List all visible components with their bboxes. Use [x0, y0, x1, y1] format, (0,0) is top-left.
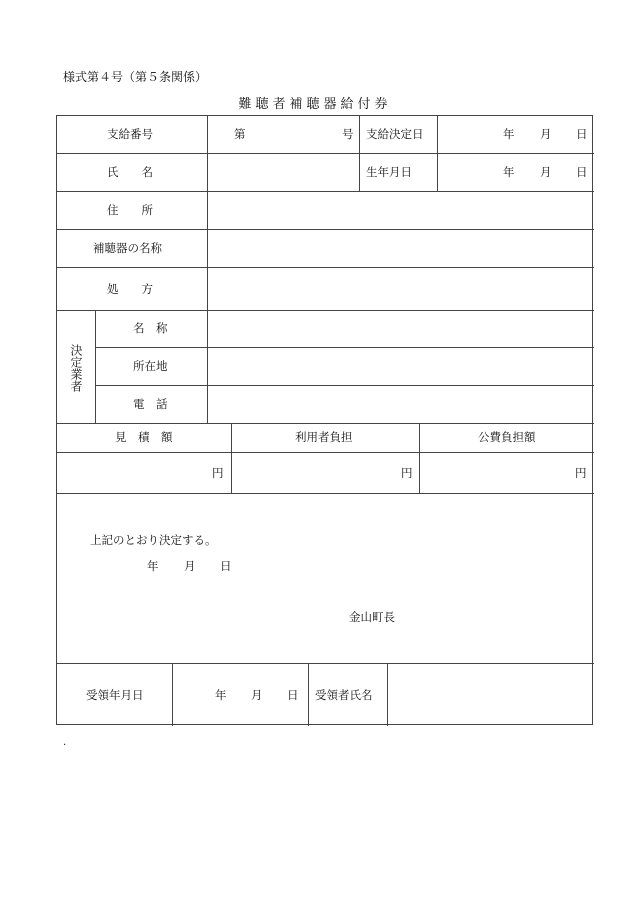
birth-date-day: 日: [576, 165, 588, 179]
prescription-label: 処 方: [107, 282, 153, 296]
row-divider: [57, 493, 594, 494]
receipt-day: 日: [287, 688, 299, 702]
vendor-name-label: 名 称: [133, 321, 168, 335]
public-burden-label: 公費負担額: [478, 430, 536, 444]
user-burden-yen: 円: [401, 466, 413, 480]
birth-date-label: 生年月日: [366, 165, 412, 179]
decision-date-day: 日: [576, 127, 588, 141]
decision-date-label: 支給決定日: [366, 127, 424, 141]
col-divider: [419, 423, 420, 493]
decision-statement: 上記のとおり決定する。: [90, 533, 217, 547]
supply-number-label: 支給番号: [107, 127, 153, 141]
col-divider: [172, 663, 173, 726]
decision-date-year: 年: [503, 127, 515, 141]
col-divider: [308, 663, 309, 726]
voucher-form: [56, 115, 593, 725]
vendor-group-label: 決定業者: [69, 344, 83, 392]
public-burden-yen: 円: [575, 466, 587, 480]
supply-number-dai: 第: [234, 127, 246, 141]
row-divider: [95, 347, 594, 348]
vendor-location-label: 所在地: [133, 359, 168, 373]
col-divider: [437, 116, 438, 191]
col-divider: [95, 310, 96, 423]
form-style-label: 様式第４号（第５条関係）: [63, 70, 208, 84]
estimate-label: 見 積 額: [115, 430, 173, 444]
vendor-phone-label: 電 話: [133, 397, 168, 411]
col-divider: [387, 663, 388, 726]
decision-year: 年: [147, 559, 159, 573]
col-divider: [207, 310, 208, 423]
name-label: 氏 名: [107, 165, 153, 179]
birth-date-month: 月: [540, 165, 552, 179]
device-name-label: 補聴器の名称: [93, 241, 162, 255]
row-divider: [57, 229, 594, 230]
supply-number-go: 号: [342, 127, 354, 141]
decision-month: 月: [184, 559, 196, 573]
receipt-year: 年: [215, 688, 227, 702]
row-divider: [57, 663, 594, 664]
col-divider: [231, 423, 232, 493]
decision-day: 日: [220, 559, 232, 573]
row-divider: [57, 452, 594, 453]
row-divider: [57, 423, 594, 424]
user-burden-label: 利用者負担: [295, 430, 353, 444]
row-divider: [57, 267, 594, 268]
row-divider: [95, 385, 594, 386]
row-divider: [57, 310, 594, 311]
decision-date-month: 月: [540, 127, 552, 141]
receipt-month: 月: [251, 688, 263, 702]
receipt-date-label: 受領年月日: [86, 688, 144, 702]
estimate-yen: 円: [212, 466, 224, 480]
row-divider: [57, 191, 594, 192]
form-title: 難聴者補聴器給付券: [238, 97, 392, 112]
col-divider: [359, 116, 360, 191]
address-label: 住 所: [107, 203, 153, 217]
col-divider: [207, 116, 208, 310]
row-divider: [57, 153, 594, 154]
mayor-signature: 金山町長: [349, 610, 395, 624]
receiver-name-label: 受領者氏名: [315, 688, 373, 702]
birth-date-year: 年: [503, 165, 515, 179]
footer-dot: .: [63, 737, 67, 748]
